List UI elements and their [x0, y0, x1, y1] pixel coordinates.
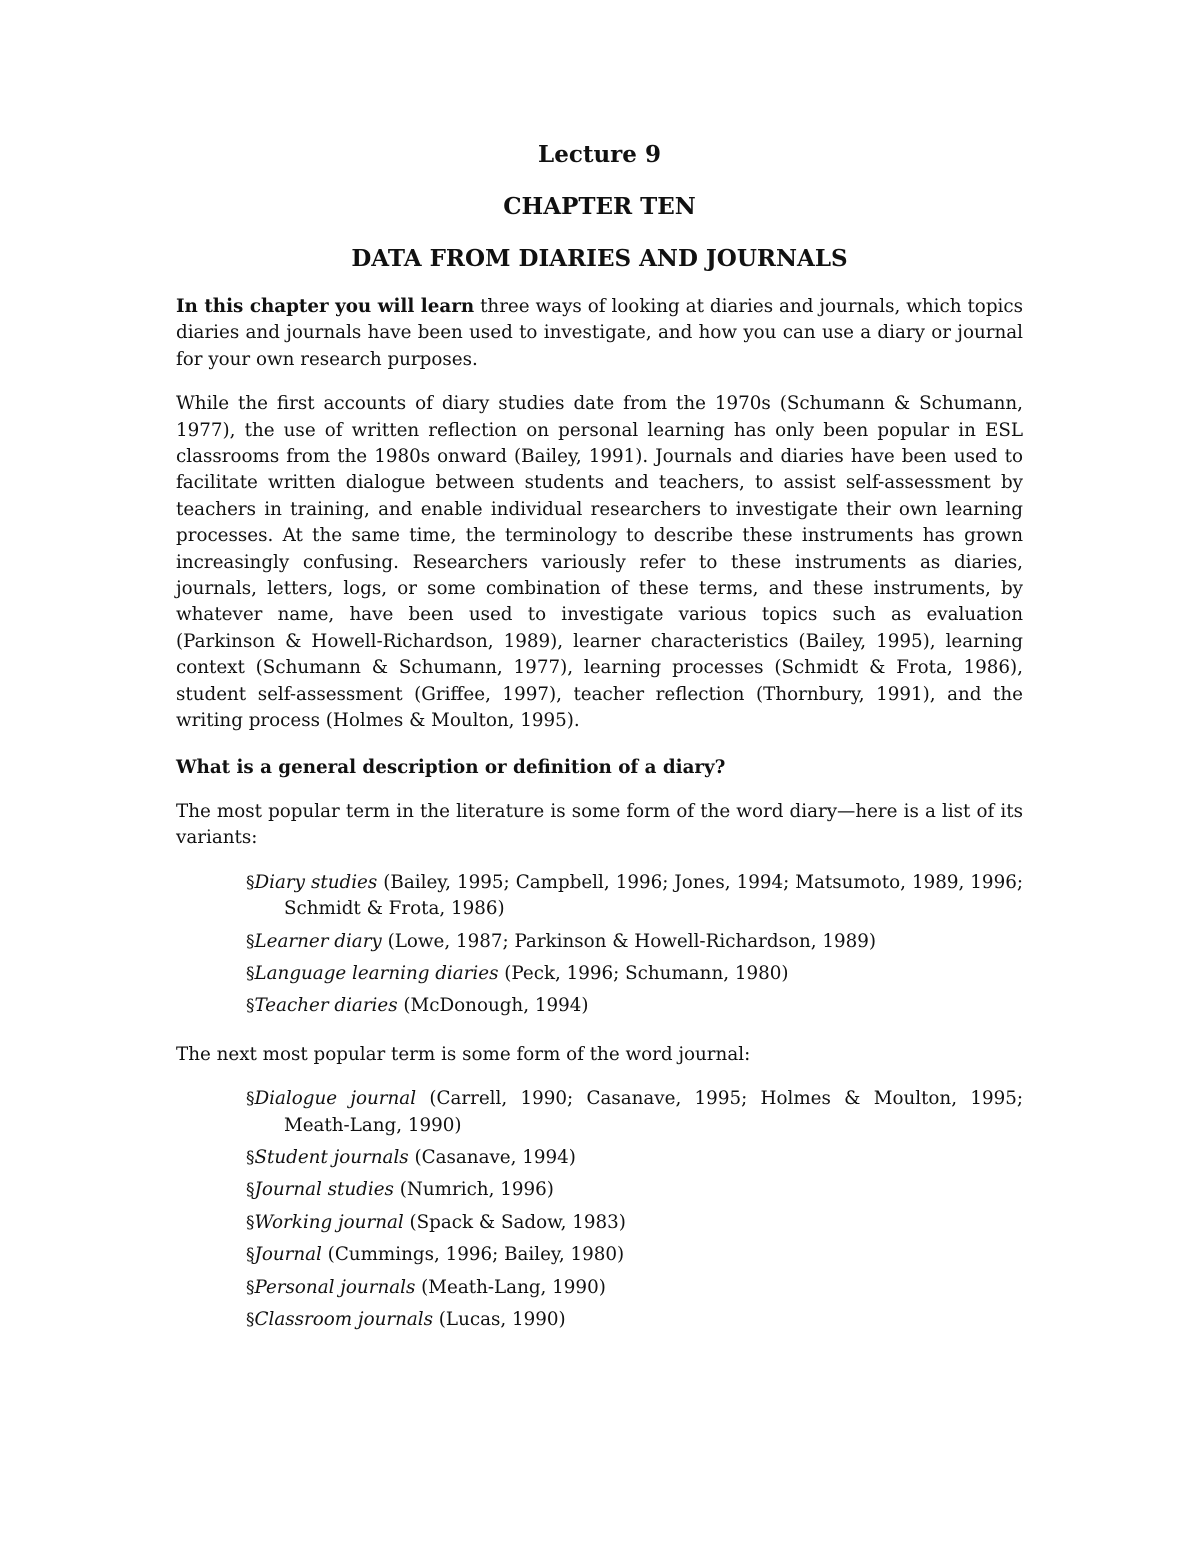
list-item-citation: (Lowe, 1987; Parkinson & Howell-Richardson, 1989) [381, 930, 877, 952]
list-item [246, 1086, 1023, 1139]
page-content [176, 140, 1023, 1339]
list-item-term: Working journal [254, 1211, 404, 1233]
intro-lead: In this chapter you will learn [176, 296, 475, 317]
list-item-term: Personal journals [254, 1276, 416, 1298]
list-item [246, 1177, 1023, 1203]
list-item-citation: (Bailey, 1995; Campbell, 1996; Jones, 1994; Matsumoto, 1989, 1996; Schmidt & Frota, 1986) [284, 871, 1023, 920]
list-item-term: Language learning diaries [254, 962, 499, 984]
list-item-citation: (Casanave, 1994) [408, 1146, 576, 1168]
intro-paragraph [176, 294, 1023, 373]
list-item-term: Learner diary [254, 930, 382, 952]
list-item-term: Teacher diaries [254, 995, 398, 1017]
bullet-marker: § [246, 872, 255, 893]
bullet-marker: § [246, 1245, 255, 1266]
list-item-term: Student journals [254, 1146, 409, 1168]
list-item [246, 929, 1023, 955]
list-item-term: Classroom journals [254, 1309, 433, 1330]
list-item [246, 1307, 1023, 1333]
bullet-marker: § [246, 931, 255, 952]
section-question-heading: What is a general description or definition of a diary? [176, 756, 726, 778]
bullet-marker: § [246, 1089, 255, 1110]
list-item-citation: (Numrich, 1996) [393, 1179, 554, 1201]
chapter-heading: CHAPTER TEN [503, 193, 696, 220]
diary-variants-list [176, 870, 1023, 1020]
list-item [246, 993, 1023, 1019]
list-item-term: Diary studies [254, 871, 378, 893]
list-item [246, 1275, 1023, 1301]
background-paragraph: While the first accounts of diary studies date from the 1970s (Schumann & Schumann, 1977), the use of written reflection on personal learning has only been popular in ESL classrooms from the 1980s onward (Bailey, 1991). Journals and diaries have been used to facilitate written dialogue between students and teachers, to assist self-assessment by teachers in training, and enable individual researchers to investigate their own learning processes. At the same time, the terminology to describe these instruments has grown increasingly confusing. Researchers variously refer to these instruments as diaries, journals, letters, logs, or some combination of these terms, and these instruments, by whatever name, have been used to investigate various topics such as evaluation (Parkinson & Howell-Richardson, 1989), learner characteristics (Bailey, 1995), learning context (Schumann & Schumann, 1977), learning processes (Schmidt & Frota, 1986), student self-assessment (Griffee, 1997), teacher reflection (Thornbury, 1991), and the writing process (Holmes & Moulton, 1995). [176, 393, 1023, 732]
bullet-marker: § [246, 1180, 255, 1201]
list-item-term: Journal studies [254, 1179, 394, 1201]
list-item-citation: (Peck, 1996; Schumann, 1980) [498, 962, 789, 984]
list-item [246, 1145, 1023, 1171]
bullet-marker: § [246, 996, 255, 1017]
list-item-citation: (Meath-Lang, 1990) [415, 1276, 606, 1298]
list-item-term: Dialogue journal [254, 1088, 417, 1110]
list-item-citation: (Spack & Sadow, 1983) [403, 1211, 626, 1233]
list-item [246, 1210, 1023, 1236]
list-item-citation: (Cummings, 1996; Bailey, 1980) [321, 1244, 625, 1266]
journal-intro-paragraph: The next most popular term is some form of the word journal: [176, 1043, 751, 1065]
list-item-citation: (Carrell, 1990; Casanave, 1995; Holmes & Moulton, 1995; Meath-Lang, 1990) [284, 1088, 1023, 1136]
bullet-marker: § [246, 1277, 255, 1298]
bullet-marker: § [246, 1310, 255, 1330]
list-item-citation: (Lucas, 1990) [432, 1309, 566, 1330]
chapter-title: DATA FROM DIARIES AND JOURNALS [351, 245, 848, 272]
intro-text: three ways of looking at diaries and journals, which topics diaries and journals have been used to investigate, and how you can use a diary or journal for your own research purposes. [176, 296, 1023, 370]
list-item-term: Journal [254, 1244, 322, 1266]
list-item-citation: (McDonough, 1994) [397, 995, 589, 1017]
list-item [246, 870, 1023, 923]
diary-intro-paragraph: The most popular term in the literature is some form of the word diary—here is a list of its variants: [176, 800, 1023, 849]
bullet-marker: § [246, 1147, 255, 1168]
bullet-marker: § [246, 963, 255, 984]
bullet-marker: § [246, 1212, 255, 1233]
list-item [246, 1242, 1023, 1268]
journal-variants-list [176, 1086, 1023, 1333]
lecture-heading: Lecture 9 [538, 141, 661, 168]
list-item [246, 961, 1023, 987]
